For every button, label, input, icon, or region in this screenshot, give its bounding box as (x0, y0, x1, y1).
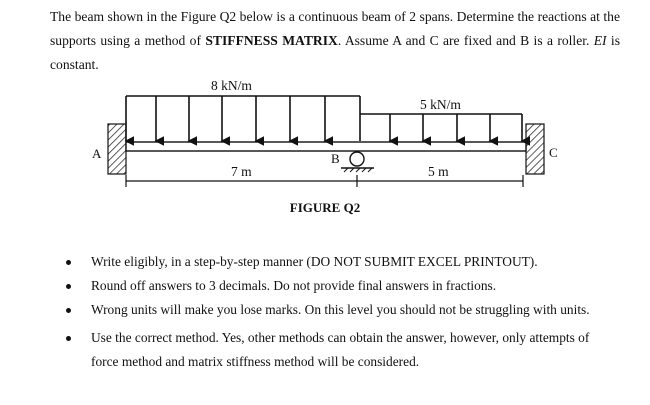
instruction-text: Round off answers to 3 decimals. Do not provide final answers in fractions. (91, 278, 497, 293)
roller-support-b (341, 152, 374, 172)
statement-text-3: is constant. (50, 33, 620, 72)
beam-figure (0, 0, 650, 200)
load-right-label: 5 kN/m (420, 97, 461, 112)
instructions-list (62, 250, 602, 374)
span-ab-label: 7 m (231, 164, 252, 179)
bullet-icon (66, 336, 71, 341)
udl-right (360, 114, 522, 141)
bullet-icon (66, 260, 71, 265)
instruction-text: Wrong units will make you lose marks. On this level you should not be struggling with units. (91, 302, 590, 317)
ei-symbol: EI (593, 33, 607, 48)
beam-member (126, 142, 526, 151)
bullet-icon (66, 284, 71, 289)
figure-caption: FIGURE Q2 (289, 200, 361, 215)
instruction-text: Use the correct method. Yes, other methods can obtain the answer, however, only attempts of force method and matrix stiffness method will be considered. (91, 330, 590, 369)
instruction-item (62, 274, 602, 298)
bullet-icon (66, 308, 71, 313)
instruction-item (62, 298, 602, 322)
label-a: A (92, 146, 102, 161)
instruction-item (62, 326, 602, 374)
instruction-item (62, 250, 602, 274)
method-name: STIFFNESS MATRIX (205, 33, 338, 48)
span-bc-label: 5 m (428, 164, 449, 179)
label-b: B (331, 151, 340, 166)
fixed-support-c (526, 124, 544, 174)
load-left-label: 8 kN/m (211, 78, 252, 93)
fixed-support-a (108, 124, 126, 174)
statement-text-2: . Assume A and C are fixed and B is a roller. (337, 33, 594, 48)
instruction-text: Write eligibly, in a step-by-step manner (DO NOT SUBMIT EXCEL PRINTOUT). (91, 254, 538, 269)
statement-text-1: The beam shown in the Figure Q2 below is a continuous beam of 2 spans. Determine the reactions at the supports using a method of (50, 9, 620, 48)
dimension-line (126, 175, 523, 187)
udl-left (126, 96, 360, 141)
label-c: C (549, 145, 558, 160)
